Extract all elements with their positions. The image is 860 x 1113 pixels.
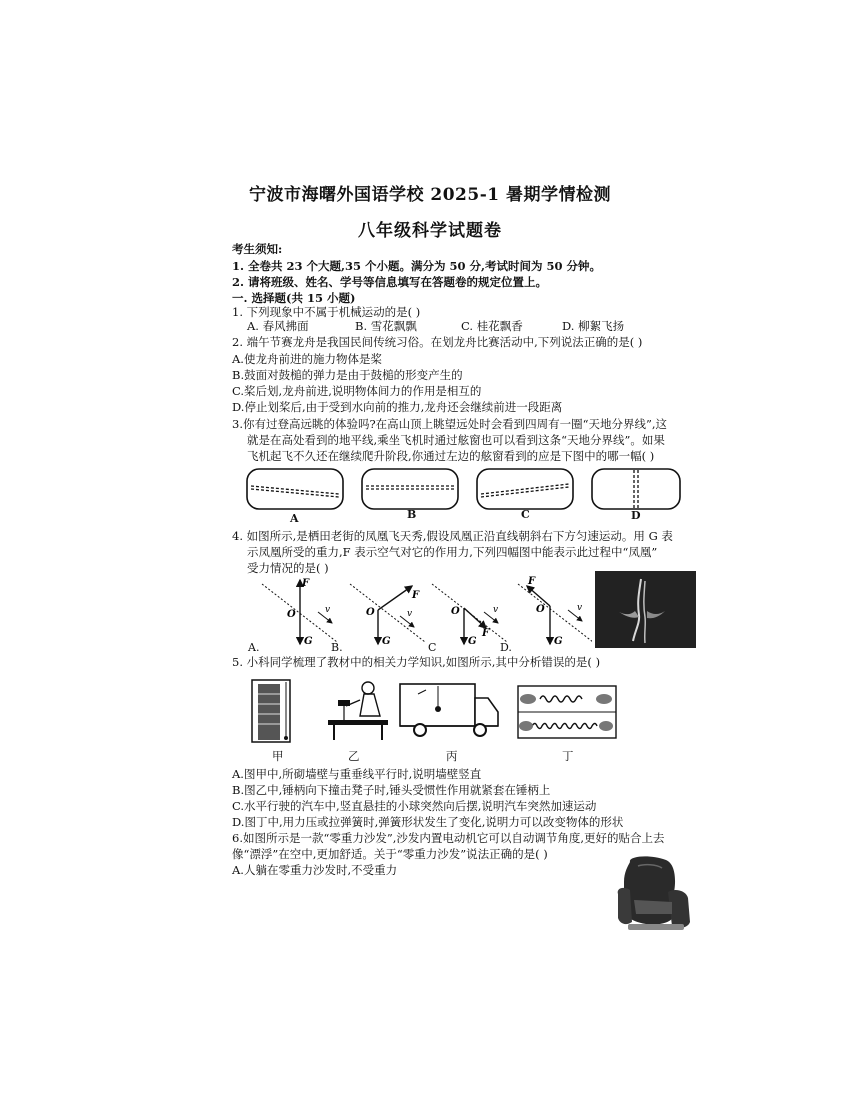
q4-label-d: D.: [500, 641, 512, 654]
q1-option-d: D. 柳絮飞扬: [562, 319, 625, 333]
svg-text:G: G: [554, 636, 563, 647]
svg-text:F: F: [482, 628, 490, 639]
q5-label-jia: 甲: [272, 749, 284, 763]
q2-option-b: B.鼓面对鼓槌的弹力是由于鼓槌的形变产生的: [232, 368, 463, 382]
svg-text:F: F: [412, 590, 420, 601]
q2-option-a: A.使龙舟前进的施力物体是桨: [232, 352, 382, 366]
exam-subtitle: 八年级科学试题卷: [358, 221, 502, 241]
svg-text:O: O: [366, 607, 375, 618]
q4-force-diagrams: [232, 572, 592, 654]
q2-stem: 2. 端午节赛龙舟是我国民间传统习俗。在划龙舟比赛活动中,下列说法正确的是( ): [232, 335, 643, 349]
svg-text:F: F: [302, 578, 310, 589]
q5-option-c: C.水平行驶的汽车中,竖直悬挂的小球突然向后摆,说明汽车突然加速运动: [232, 799, 597, 813]
q3-line: 3.你有过登高远眺的体验吗?在高山顶上眺望远处时会看到四周有一圈“天地分界线”,这: [232, 417, 668, 431]
svg-text:O: O: [451, 606, 460, 617]
q6-line: 6.如图所示是一款“零重力沙发”,沙发内置电动机它可以自动调节角度,更好的贴合上去: [232, 831, 665, 845]
brick-wall-figure: [252, 680, 290, 742]
q3-label-c: C: [521, 508, 530, 521]
q3-label-b: B: [407, 508, 417, 521]
q3-label-a: A: [290, 512, 299, 525]
svg-text:O: O: [536, 604, 545, 615]
q5-label-bing: 丙: [446, 749, 458, 763]
svg-text:G: G: [468, 636, 477, 647]
svg-text:v: v: [325, 605, 331, 615]
svg-text:G: G: [304, 636, 313, 647]
q1-option-c: C. 桂花飘香: [461, 319, 523, 333]
diagram-d: [518, 576, 592, 647]
diagram-a: [262, 578, 337, 647]
q6-line: 像“漂浮”在空中,更加舒适。关于“零重力沙发”说法正确的是( ): [232, 847, 548, 861]
q4-line: 示凤凰所受的重力,F 表示空气对它的作用力,下列四幅图中能表示此过程中“凤凰”: [247, 545, 658, 559]
q3-window-figures: [245, 464, 685, 526]
q4-label-b: B.: [331, 641, 343, 654]
q5-stem: 5. 小科同学梳理了教材中的相关力学知识,如图所示,其中分析错误的是( ): [232, 655, 601, 669]
q2-option-d: D.停止划桨后,由于受到水向前的推力,龙舟还会继续前进一段距离: [232, 400, 563, 414]
truck-figure: [400, 684, 498, 736]
q5-option-d: D.图丁中,用力压或拉弹簧时,弹簧形状发生了变化,说明力可以改变物体的形状: [232, 815, 624, 829]
svg-text:v: v: [577, 603, 583, 613]
svg-text:G: G: [382, 636, 391, 647]
hammer-stool-figure: [328, 682, 388, 740]
notice-heading: 考生须知:: [232, 242, 283, 256]
q4-label-c: C: [428, 641, 437, 654]
diagram-b: [350, 584, 425, 647]
q3-label-d: D: [631, 509, 641, 522]
exam-title: 宁波市海曙外国语学校 2025-1 暑期学情检测: [248, 185, 612, 205]
svg-text:F: F: [528, 576, 536, 587]
q2-option-c: C.桨后划,龙舟前进,说明物体间力的作用是相互的: [232, 384, 482, 398]
svg-text:v: v: [407, 609, 413, 619]
window-a-icon: [247, 469, 343, 509]
q3-line: 就是在高处看到的地平线,乘坐飞机时通过舷窗也可以看到这条“天地分界线”。如果: [247, 433, 665, 447]
q5-option-a: A.图甲中,所砌墙壁与重垂线平行时,说明墙壁竖直: [232, 767, 482, 781]
diagram-c: [432, 584, 507, 647]
window-c-icon: [477, 469, 573, 509]
spring-figure: [518, 686, 616, 738]
q5-label-yi: 乙: [348, 749, 360, 763]
section-heading: 一. 选择题(共 15 小题): [232, 291, 356, 305]
q6-option-a: A.人躺在零重力沙发时,不受重力: [232, 863, 398, 877]
zero-gravity-sofa-image: [610, 852, 698, 936]
q3-line: 飞机起飞不久还在继续爬升阶段,你通过左边的舷窗看到的应是下图中的哪一幅( ): [247, 449, 655, 463]
q4-line: 4. 如图所示,是栖田老街的凤凰飞天秀,假设凤凰正沿直线朝斜右下方匀速运动。用 G 表: [232, 529, 673, 543]
q1-option-b: B. 雪花飘飘: [355, 319, 417, 333]
q5-figures: [240, 676, 680, 746]
horizon-a: [251, 486, 339, 494]
svg-text:O: O: [287, 609, 296, 620]
svg-text:v: v: [493, 605, 499, 615]
phoenix-photo: [595, 571, 696, 648]
q1-stem: 1. 下列现象中不属于机械运动的是( ): [232, 305, 421, 319]
q5-option-b: B.图乙中,锤柄向下撞击凳子时,锤头受惯性作用就紧套在锤柄上: [232, 783, 551, 797]
q5-label-ding: 丁: [562, 749, 574, 763]
q4-line: 受力情况的是( ): [247, 561, 329, 575]
q1-option-a: A. 春风拂面: [247, 319, 309, 333]
notice-item: 1. 全卷共 23 个大题,35 个小题。满分为 50 分,考试时间为 50 分钟。: [232, 259, 602, 273]
q4-label-a: A.: [248, 641, 260, 654]
notice-item: 2. 请将班级、姓名、学号等信息填写在答题卷的规定位置上。: [232, 275, 548, 289]
window-d-icon: [592, 469, 680, 509]
